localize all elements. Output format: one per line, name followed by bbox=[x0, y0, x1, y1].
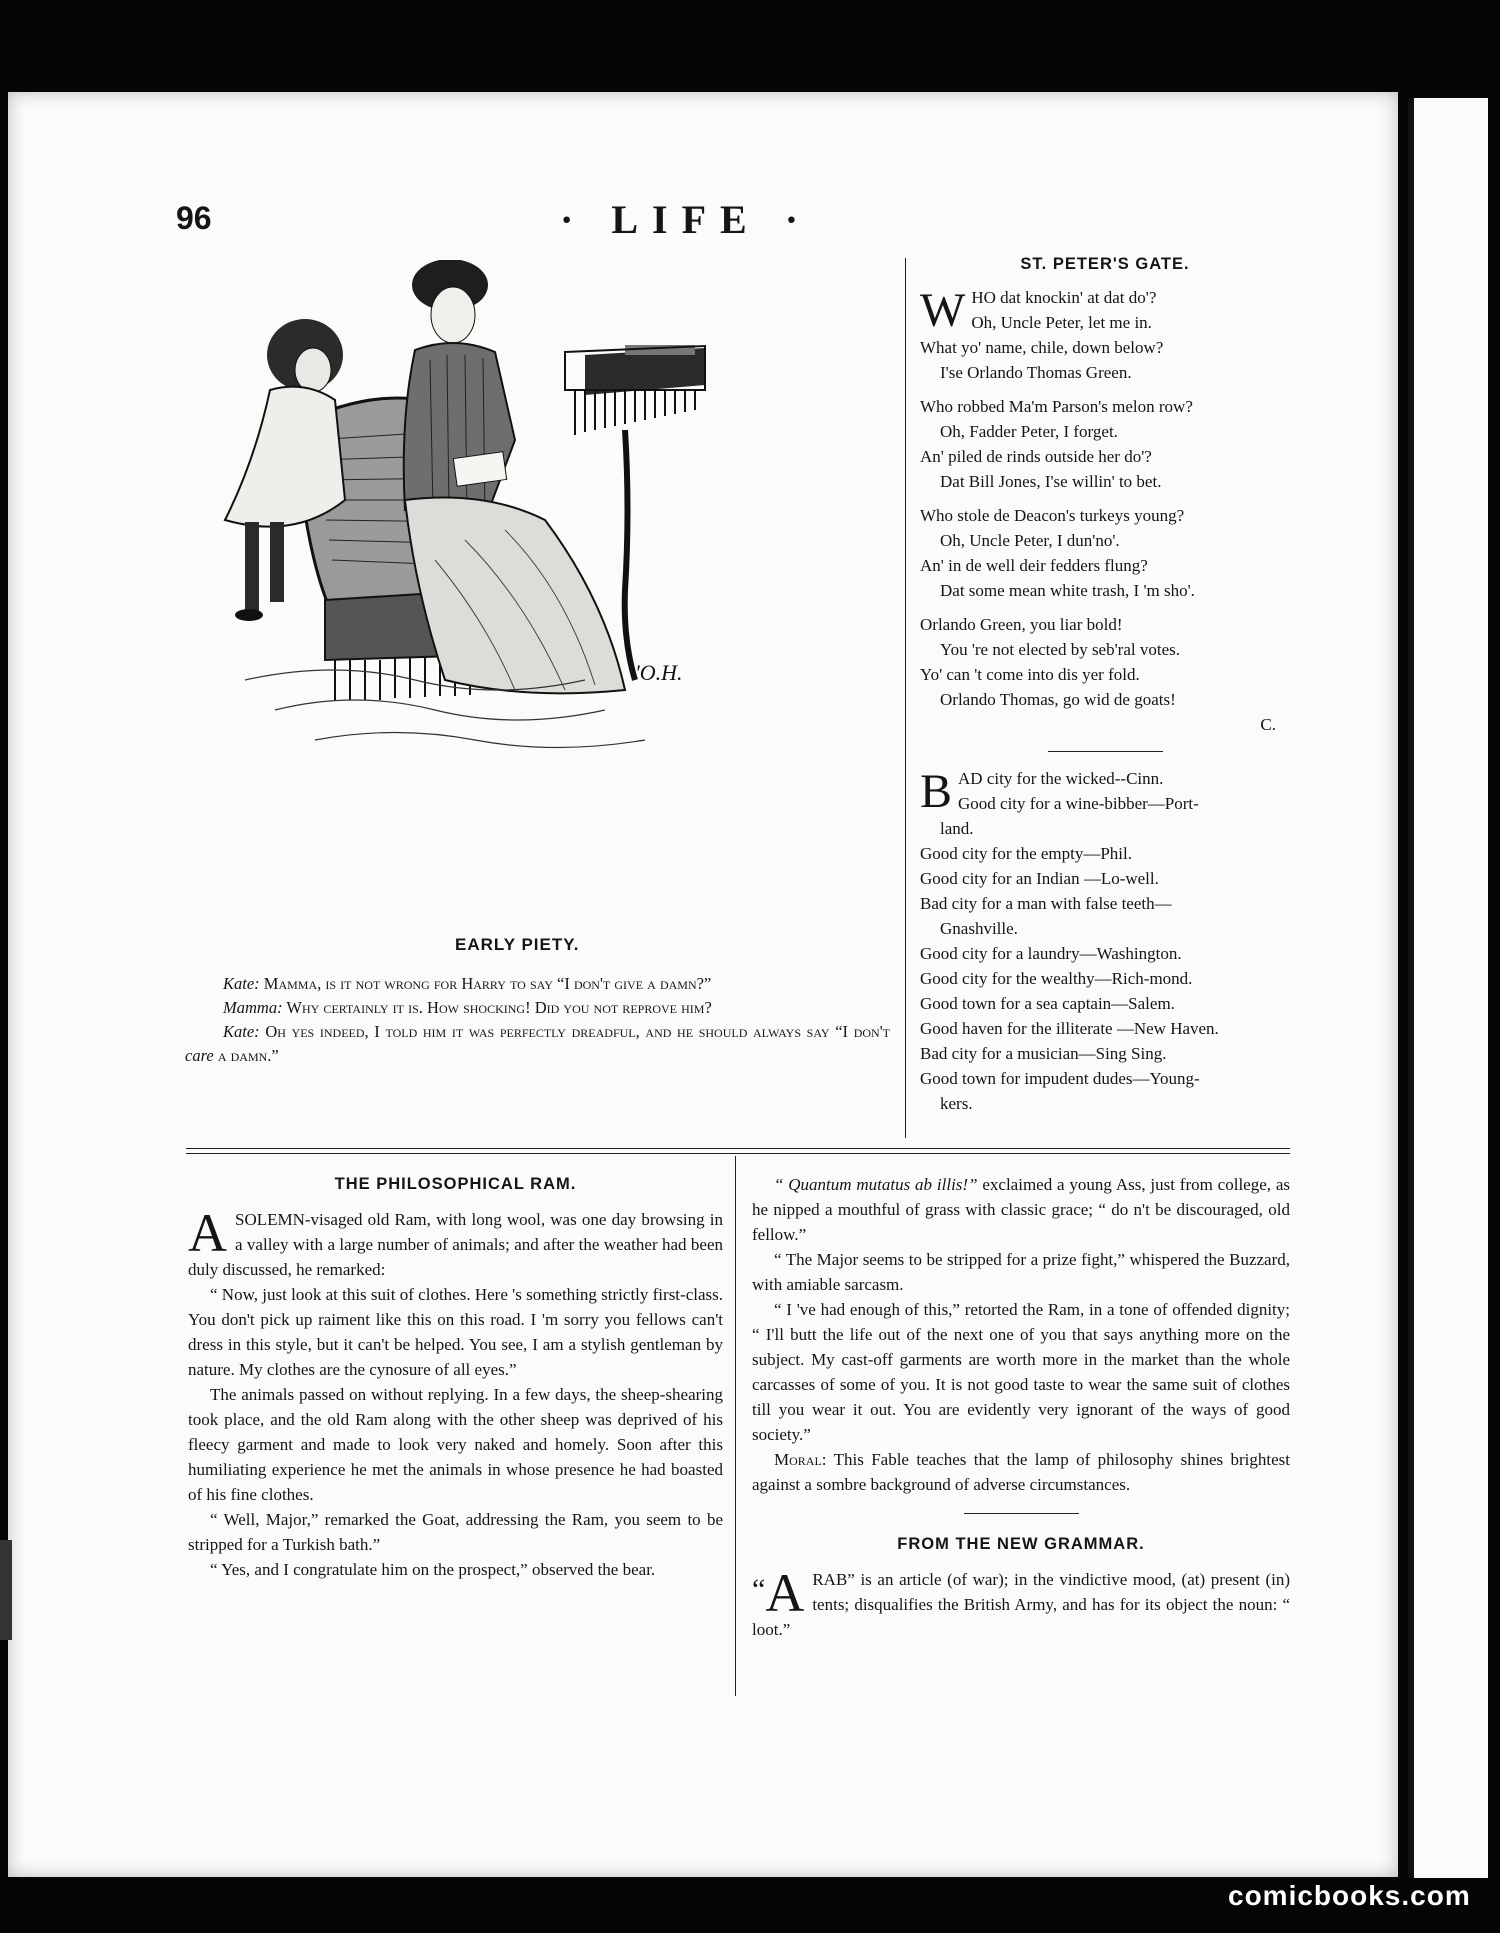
poem-stanza-4 bbox=[920, 612, 1290, 737]
moral-label: Moral: bbox=[774, 1450, 827, 1469]
dialog-line-1: Mamma, is it not wrong for Harry to say “I don't give a damn?” bbox=[263, 974, 712, 993]
cities-list bbox=[920, 766, 1290, 1116]
cities-line: Good haven for the illiterate —New Haven. bbox=[920, 1019, 1219, 1038]
poem-signature: C. bbox=[1260, 715, 1276, 734]
ram-paragraph: “ Now, just look at this suit of clothes. Here 's something strictly first-class. You don't pick up raiment like this on this road. I 'm sorry you fellows can't dress in this style, but it can't be helped. You see, I am a stylish gentleman by nature. My clothes are the cynosure of all eyes.” bbox=[188, 1285, 723, 1379]
woman-figure bbox=[404, 260, 625, 693]
illustration-signature: 'O.H. bbox=[635, 660, 683, 685]
column-rule-top bbox=[905, 258, 906, 1138]
ram-paragraph: exclaimed a young Ass, just from college, as he nipped a mouthful of grass with classic grace; “ do n't be discouraged, old fellow.” bbox=[752, 1175, 1290, 1244]
moral-text: This Fable teaches that the lamp of philosophy shines brightest against a sombre background of adverse circumstances. bbox=[752, 1450, 1290, 1494]
speaker-kate: Kate: bbox=[223, 974, 260, 993]
cities-line: Good town for a sea captain—Salem. bbox=[920, 994, 1175, 1013]
poem-line: You 're not elected by seb'ral votes. bbox=[940, 640, 1180, 659]
poem-line: An' in de well deir fedders flung? bbox=[920, 556, 1148, 575]
open-quote: “ bbox=[752, 1573, 766, 1606]
poem-line: Who robbed Ma'm Parson's melon row? bbox=[920, 397, 1193, 416]
ram-paragraph: “ The Major seems to be stripped for a prize fight,” whispered the Buzzard, with amiable sarcasm. bbox=[752, 1250, 1290, 1294]
dropcap-a: A bbox=[188, 1203, 227, 1263]
poem-line: What yo' name, chile, down below? bbox=[920, 338, 1164, 357]
cities-line: Good town for impudent dudes—Young- bbox=[920, 1069, 1200, 1088]
poem-stanza-1 bbox=[920, 285, 1290, 385]
ram-continued-column bbox=[752, 1172, 1290, 1642]
dropcap-w: W bbox=[920, 284, 966, 337]
cities-line: Good city for the wealthy—Rich-mond. bbox=[920, 969, 1193, 988]
cities-line: Good city for a wine-bibber—Port- bbox=[958, 794, 1199, 813]
cities-line: Bad city for a man with false teeth— bbox=[920, 894, 1172, 913]
poem-line: Oh, Fadder Peter, I forget. bbox=[940, 422, 1118, 441]
cities-line: Good city for an Indian —Lo-well. bbox=[920, 869, 1159, 888]
page-number: 96 bbox=[176, 200, 212, 236]
cities-line: Good city for a laundry—Washington. bbox=[920, 944, 1182, 963]
grammar-text: RAB” is an article (of war); in the vindictive mood, (at) present (in) tents; disqualifies the British Army, and has for its object the noun: “ loot.” bbox=[752, 1570, 1290, 1639]
poem-stanza-3 bbox=[920, 503, 1290, 603]
poem-line: An' piled de rinds outside her do'? bbox=[920, 447, 1152, 466]
ram-paragraph: “ Well, Major,” remarked the Goat, addressing the Ram, you seem to be stripped for a Turkish bath.” bbox=[188, 1510, 723, 1554]
cities-line: AD city for the wicked--Cinn. bbox=[958, 769, 1164, 788]
poem-line: Dat Bill Jones, I'se willin' to bet. bbox=[940, 472, 1162, 491]
adjacent-page-edge bbox=[1408, 98, 1488, 1878]
column-rule-bottom bbox=[735, 1156, 736, 1696]
cities-line: Good city for the empty—Phil. bbox=[920, 844, 1133, 863]
new-grammar-title: FROM THE NEW GRAMMAR. bbox=[897, 1535, 1145, 1553]
horizontal-rule-1 bbox=[186, 1148, 1290, 1149]
section-divider bbox=[1048, 751, 1163, 752]
masthead: · LIFE · bbox=[560, 197, 813, 242]
horizontal-rule-2 bbox=[186, 1153, 1290, 1154]
early-piety-title: EARLY PIETY. bbox=[455, 935, 580, 954]
site-watermark: comicbooks.com bbox=[1228, 1880, 1471, 1911]
poem-line: Orlando Green, you liar bold! bbox=[920, 615, 1123, 634]
section-divider bbox=[964, 1513, 1079, 1514]
philosophical-ram-title: THE PHILOSOPHICAL RAM. bbox=[334, 1175, 577, 1193]
poem-line: Dat some mean white trash, I 'm sho'. bbox=[940, 581, 1195, 600]
ram-paragraph: “ Yes, and I congratulate him on the prospect,” observed the bear. bbox=[210, 1560, 656, 1579]
cities-line: kers. bbox=[940, 1094, 973, 1113]
dialog-line-2: Why certainly it is. How shocking! Did you not reprove him? bbox=[286, 998, 712, 1017]
ram-paragraph: The animals passed on without replying. In a few days, the sheep-shearing took place, and the old Ram along with the other sheep was deprived of his fleecy garment and made to look very naked and homely. Soon after this humiliating experience he met the animals in whose presence he had boasted of his fine clothes. bbox=[188, 1385, 723, 1504]
cities-line: Gnashville. bbox=[940, 919, 1018, 938]
poem-line: Who stole de Deacon's turkeys young? bbox=[920, 506, 1185, 525]
early-piety-illustration bbox=[185, 260, 885, 920]
ram-paragraph: SOLEMN-visaged old Ram, with long wool, was one day browsing in a valley with a large number of animals; and after the weather had been duly discussed, he remarked: bbox=[188, 1210, 723, 1279]
early-piety-dialog bbox=[185, 972, 890, 1068]
poem-line: Oh, Uncle Peter, I dun'no'. bbox=[940, 531, 1120, 550]
cities-line: land. bbox=[940, 819, 974, 838]
poem-line: Oh, Uncle Peter, let me in. bbox=[971, 313, 1152, 332]
poem-stanza-2 bbox=[920, 394, 1290, 494]
ram-paragraph: “ I 've had enough of this,” retorted the Ram, in a tone of offended dignity; “ I'll butt the life out of the next one of you that says anything more on the subject. My cast-off garments are worth more in the market than the whole carcasses of some of you. It is not good taste to wear the same suit of clothes till you wear it out. You are evidently very ignorant of the ways of good society.” bbox=[752, 1300, 1290, 1444]
dialog-line-3-italic: care bbox=[185, 1046, 214, 1065]
poem-line: Orlando Thomas, go wid de goats! bbox=[940, 690, 1176, 709]
cities-line: Bad city for a musician—Sing Sing. bbox=[920, 1044, 1167, 1063]
poem-line: HO dat knockin' at dat do'? bbox=[971, 288, 1157, 307]
st-peters-gate-title: ST. PETER'S GATE. bbox=[1020, 255, 1190, 273]
dialog-line-3b: a damn.” bbox=[213, 1046, 279, 1065]
right-column bbox=[920, 252, 1290, 1125]
speaker-kate-2: Kate: bbox=[223, 1022, 260, 1041]
speaker-mamma: Mamma: bbox=[223, 998, 283, 1017]
philosophical-ram-column bbox=[188, 1172, 723, 1582]
poem-line: I'se Orlando Thomas Green. bbox=[940, 363, 1132, 382]
dropcap-a-grammar: A bbox=[765, 1563, 805, 1623]
latin-quote: “ Quantum mutatus ab illis!” bbox=[774, 1175, 978, 1194]
dialog-line-3a: Oh yes indeed, I told him it was perfectly dreadful, and he should always say “I don't bbox=[265, 1022, 890, 1041]
binding-tab bbox=[0, 1540, 12, 1640]
poem-line: Yo' can 't come into dis yer fold. bbox=[920, 665, 1140, 684]
dropcap-b: B bbox=[920, 765, 953, 818]
